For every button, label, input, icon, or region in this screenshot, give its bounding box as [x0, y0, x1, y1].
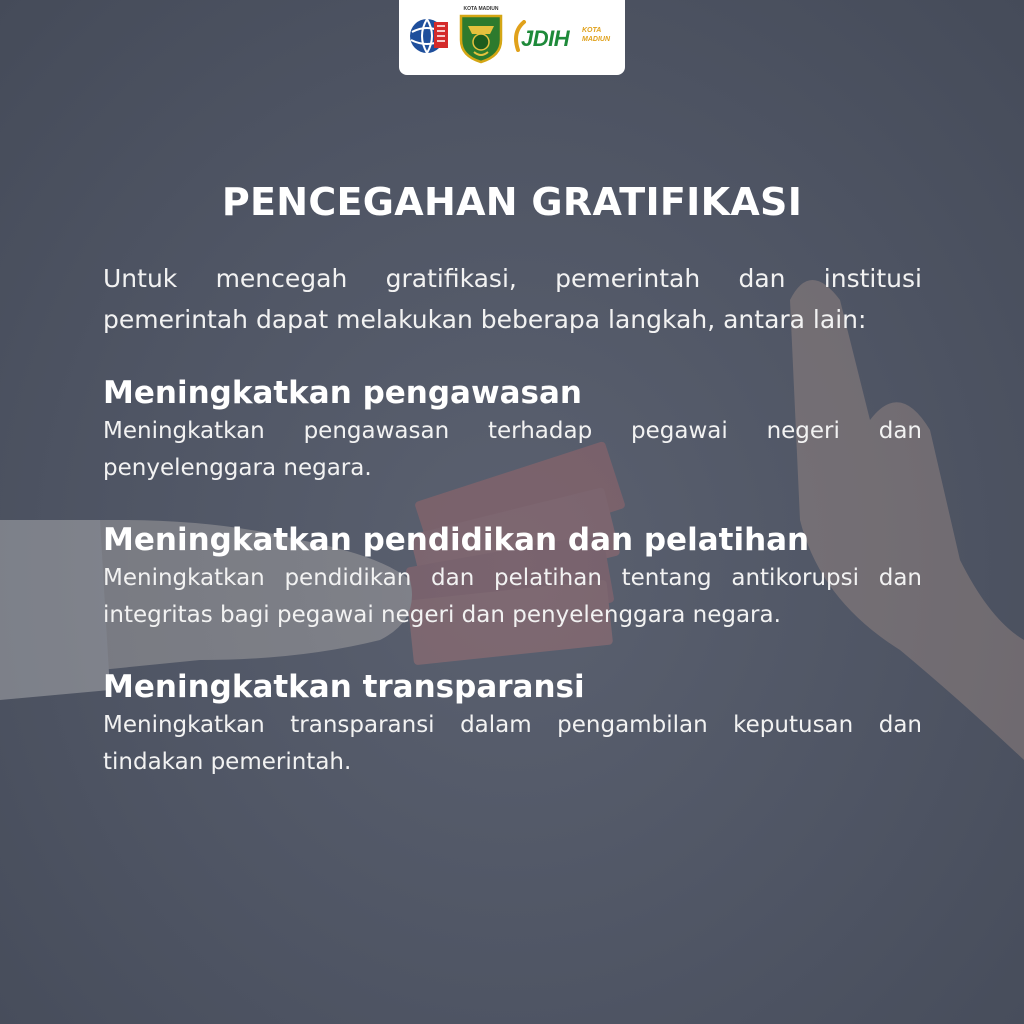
- section-body: Meningkatkan transparansi dalam pengambilan keputusan dan tindakan pemerintah.: [103, 712, 922, 775]
- section-body: Meningkatkan pendidikan dan pelatihan tentang antikorupsi dan integritas bagi pegawai negeri dan penyelenggara negara.: [103, 565, 922, 628]
- main-content: [103, 258, 922, 781]
- jdih-logo-subtext: KOTA MADIUN: [582, 27, 610, 43]
- jdih-logo-text: JDIH: [521, 26, 570, 51]
- shield-emblem-icon: [458, 12, 504, 64]
- emblem-caption: KOTA MADIUN: [463, 6, 499, 12]
- jdih-network-logo: [407, 14, 451, 58]
- section-transparansi: [103, 667, 922, 781]
- section-heading: Meningkatkan transparansi: [103, 669, 585, 705]
- section-pendidikan: [103, 520, 922, 634]
- section-body: Meningkatkan pengawasan terhadap pegawai negeri dan penyelenggara negara.: [103, 418, 922, 481]
- section-heading: Meningkatkan pendidikan dan pelatihan: [103, 522, 810, 558]
- section-heading: Meningkatkan pengawasan: [103, 375, 582, 411]
- section-pengawasan: [103, 373, 922, 487]
- page-title: PENCEGAHAN GRATIFIKASI: [221, 180, 803, 224]
- intro-text: Untuk mencegah gratifikasi, pemerintah dan institusi pemerintah dapat melakukan beberapa langkah, antara lain:: [103, 264, 922, 334]
